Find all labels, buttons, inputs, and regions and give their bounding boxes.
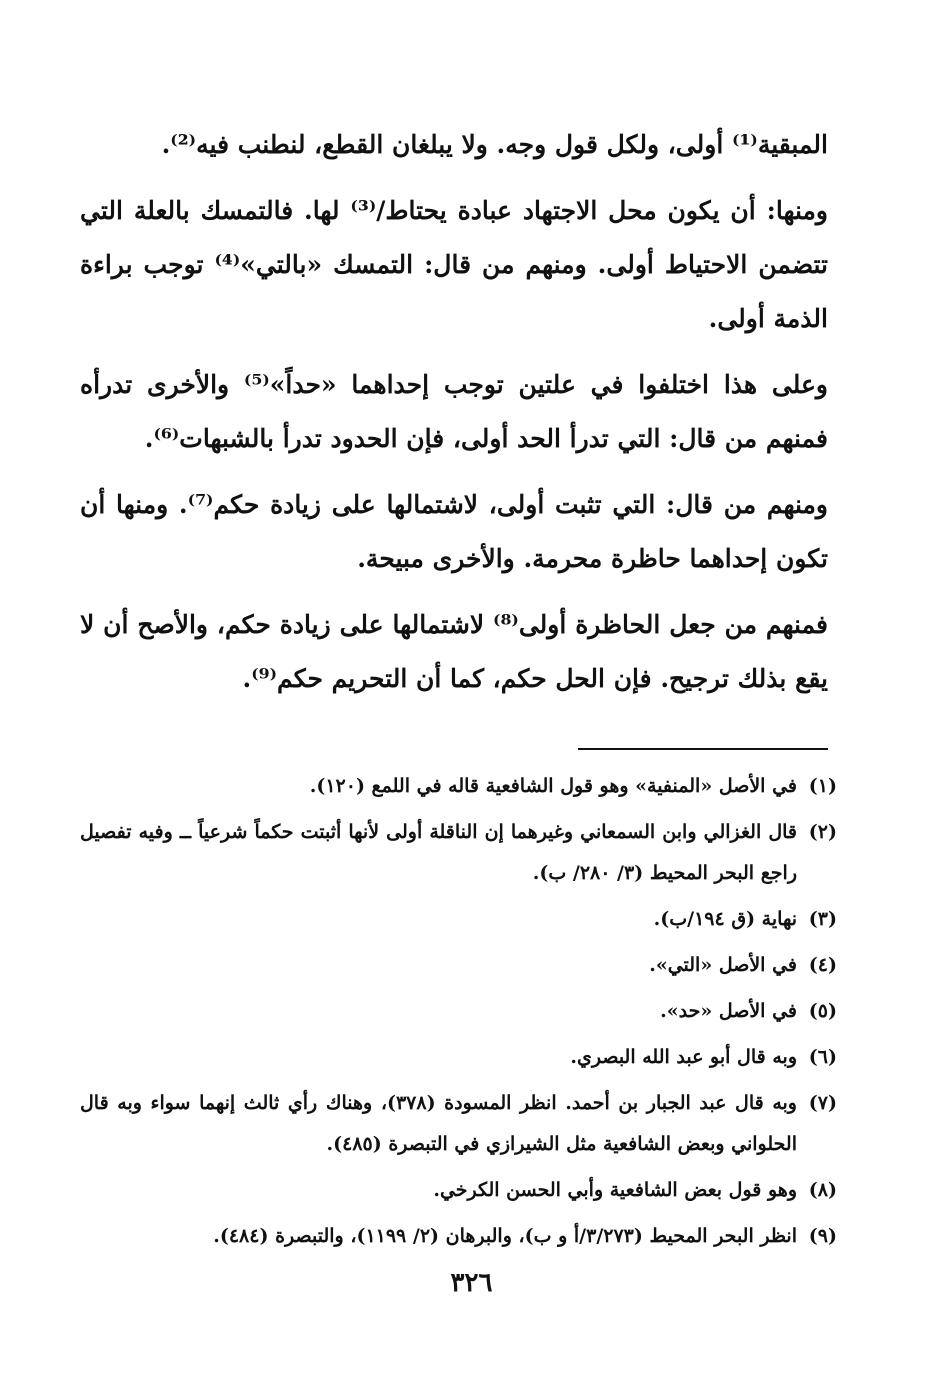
footnote-text: نهاية (ق ١٩٤/ب). bbox=[653, 908, 797, 930]
footnote bbox=[80, 945, 837, 986]
footnote bbox=[80, 1083, 837, 1165]
main-text bbox=[80, 118, 828, 718]
footnote bbox=[80, 991, 837, 1032]
footnote-number: (٤) bbox=[808, 954, 837, 976]
footnote-text: في الأصل «حد». bbox=[660, 1000, 797, 1022]
footnote-number: (١) bbox=[808, 775, 837, 797]
footnote-number: (٨) bbox=[808, 1179, 837, 1201]
paragraph-2: ومنها: أن يكون محل الاجتهاد عبادة يحتاط/⁽³⁾ لها. فالتمسك بالعلة التي تتضمن الاحتياط أولى. ومنهم من قال: التمسك «بالتي»⁽⁴⁾ توجب براءة الذمة أولى. bbox=[80, 196, 829, 333]
footnote-text: في الأصل «المنفية» وهو قول الشافعية قاله في اللمع (١٢٠). bbox=[309, 775, 797, 797]
footnote-text: قال الغزالي وابن السمعاني وغيرهما إن الناقلة أولى لأنها أثبتت حكماً شرعياً ــ وفيه تفصيل راجع البحر المحيط (٣/ ٢٨٠/ ب). bbox=[80, 821, 797, 884]
footnote-number: (٥) bbox=[808, 1000, 837, 1022]
footnote-number: (٣) bbox=[808, 908, 837, 930]
footnotes bbox=[80, 766, 837, 1262]
footnote-number: (٢) bbox=[808, 821, 837, 843]
footnote bbox=[80, 812, 837, 894]
paragraph-4: ومنهم من قال: التي تثبت أولى، لاشتمالها على زيادة حكم⁽⁷⁾. ومنها أن تكون إحداهما حاظرة محرمة. والأخرى مبيحة. bbox=[80, 490, 829, 573]
page-number: ٣٢٦ bbox=[450, 1268, 493, 1298]
footnote-text: وبه قال عبد الجبار بن أحمد. انظر المسودة (٣٧٨)، وهناك رأي ثالث إنهما سواء وبه قال الحلواني وبعض الشافعية مثل الشيرازي في التبصرة (٤٨٥). bbox=[80, 1092, 797, 1155]
paragraph-3: وعلى هذا اختلفوا في علتين توجب إحداهما «حداً»⁽⁵⁾ والأخرى تدرأه فمنهم من قال: التي تدرأ الحد أولى، فإن الحدود تدرأ بالشبهات⁽⁶⁾. bbox=[80, 370, 828, 453]
footnote bbox=[80, 1216, 837, 1257]
footnote bbox=[80, 1170, 837, 1211]
footnote-text: في الأصل «التي». bbox=[649, 954, 797, 976]
footnote-number: (٧) bbox=[808, 1092, 837, 1114]
footnote bbox=[80, 1037, 837, 1078]
footnote-text: انظر البحر المحيط (٣/٢٧٣/أ و ب)، والبرهان (٢/ ١١٩٩)، والتبصرة (٤٨٤). bbox=[213, 1225, 797, 1247]
paragraph-1: المبقية⁽¹⁾ أولى، ولكل قول وجه. ولا يبلغان القطع، لنطنب فيه⁽²⁾. bbox=[161, 130, 828, 159]
footnote bbox=[80, 766, 837, 807]
footnote-text: وبه قال أبو عبد الله البصري. bbox=[570, 1046, 797, 1068]
footnote bbox=[80, 899, 837, 940]
paragraph-5: فمنهم من جعل الحاظرة أولى⁽⁸⁾ لاشتمالها على زيادة حكم، والأصح أن لا يقع بذلك ترجيح. فإن الحل حكم، كما أن التحريم حكم⁽⁹⁾. bbox=[80, 610, 829, 693]
footnote-separator bbox=[578, 748, 828, 750]
footnote-text: وهو قول بعض الشافعية وأبي الحسن الكرخي. bbox=[433, 1179, 797, 1201]
footnote-number: (٦) bbox=[808, 1046, 837, 1068]
footnote-number: (٩) bbox=[808, 1225, 837, 1247]
